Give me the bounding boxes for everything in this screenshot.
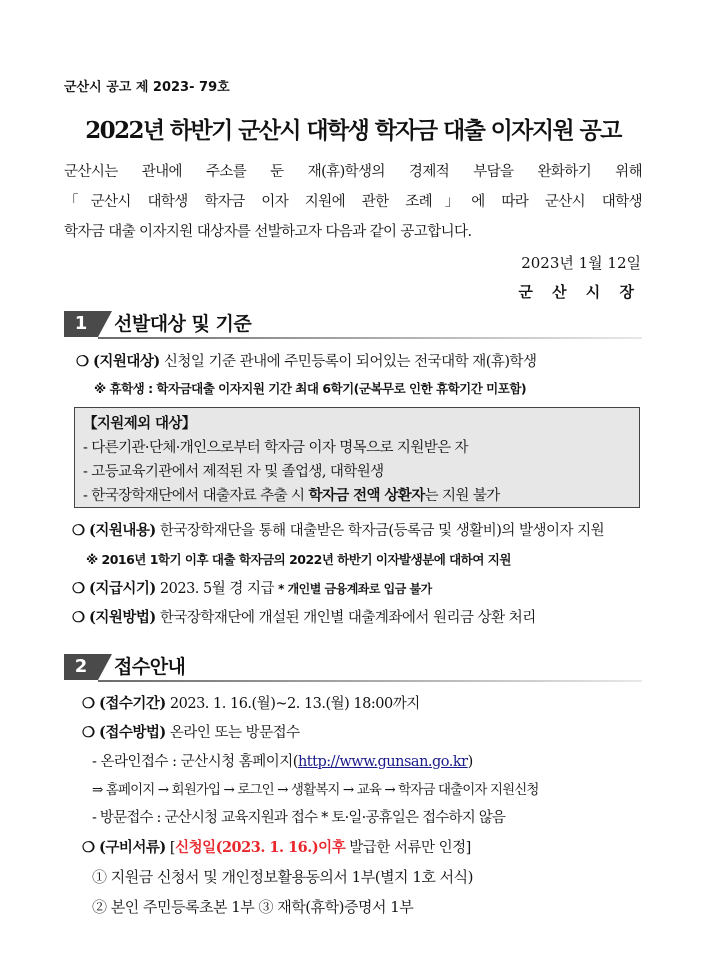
exclusion-item-2: - 고등교육기관에서 제적된 자 및 졸업생, 대학원생 — [83, 464, 384, 480]
payment-time — [72, 577, 432, 598]
support-content-label: ❍ (지원내용) — [72, 522, 156, 539]
section-1-title: 선발대상 및 기준 — [114, 313, 252, 335]
payment-time-label: ❍ (지급시기) — [72, 580, 156, 597]
online-application-pre: - 온라인접수 : 군산시청 홈페이지( — [92, 754, 298, 770]
application-method-text: 온라인 또는 방문접수 — [165, 725, 300, 741]
application-method — [82, 721, 300, 742]
section-2-number: 2 — [64, 654, 98, 680]
exclusion-box — [74, 407, 640, 508]
leave-note: ※ 휴학생 : 학자금대출 이자지원 기간 최대 6학기(군복무로 인한 휴학기간 미포함) — [94, 381, 527, 396]
support-content — [72, 519, 604, 540]
document-2: ② 본인 주민등록초본 1부 ③ 재학(휴학)증명서 1부 — [92, 898, 414, 916]
support-target-text: 신청일 기준 관내에 주민등록이 되어있는 전국대학 재(휴)학생 — [159, 354, 537, 370]
intro-line-2: 「군산시 대학생 학자금 이자 지원에 관한 조례」에 따라 군산시 대학생 — [64, 194, 642, 210]
application-method-label: ❍ (접수방법) — [82, 724, 166, 741]
notice-number: 군산시 공고 제 2023- 79호 — [64, 80, 230, 95]
loan-note: ※ 2016년 1학기 이후 대출 학자금의 2022년 하반기 이자발생분에 대하여 지원 — [86, 552, 511, 567]
exclusion-item-1: - 다른기관·단체·개인으로부터 학자금 이자 명목으로 지원받은 자 — [83, 440, 468, 456]
gunsan-homepage-link[interactable]: http://www.gunsan.go.kr — [297, 754, 468, 770]
required-documents-label: ❍ (구비서류) — [82, 839, 166, 856]
section-2-arrow-shape — [98, 654, 112, 680]
intro-line-1: 군산시는 관내에 주소를 둔 재(휴)학생의 경제적 부담을 완화하기 위해 — [64, 164, 642, 180]
exclusion-heading: 【지원제외 대상】 — [83, 415, 196, 432]
section-1-arrow-shape — [98, 311, 112, 337]
required-documents-open: [ — [165, 840, 176, 856]
notice-signer: 군 산 시 장 — [518, 283, 641, 301]
required-documents-close: 발급한 서류만 인정] — [345, 840, 471, 856]
required-documents — [82, 836, 471, 857]
application-period-label: ❍ (접수기간) — [82, 695, 166, 712]
support-target-label: ❍ (지원대상) — [76, 353, 160, 370]
support-method-text: 한국장학재단에 개설된 개인별 대출계좌에서 원리금 상환 처리 — [155, 610, 536, 626]
support-method — [72, 606, 536, 627]
section-1-underline — [98, 337, 642, 339]
notice-date: 2023년 1월 12일 — [521, 254, 641, 272]
support-content-text: 한국장학재단을 통해 대출받은 학자금(등록금 및 생활비)의 발생이자 지원 — [155, 523, 605, 539]
online-application — [92, 750, 473, 771]
section-1-number: 1 — [64, 311, 98, 337]
section-2-underline — [98, 680, 642, 682]
intro-line-3: 학자금 대출 이자지원 대상자를 선발하고자 다음과 같이 공고합니다. — [64, 224, 472, 240]
application-period — [82, 692, 420, 713]
section-2-title: 접수안내 — [114, 656, 186, 678]
required-documents-date: 신청일(2023. 1. 16.)이후 — [175, 839, 346, 856]
payment-time-text: 2023. 5월 경 지급 — [155, 581, 279, 597]
support-method-label: ❍ (지원방법) — [72, 609, 156, 626]
exclusion-item-3-post: 는 지원 불가 — [424, 488, 500, 504]
page-title: 2022년 하반기 군산시 대학생 학자금 대출 이자지원 공고 — [85, 117, 621, 144]
exclusion-item-3-pre: - 한국장학재단에서 대출자료 추출 시 — [83, 488, 309, 504]
payment-time-note: * 개인별 금융계좌로 입금 불가 — [278, 582, 432, 596]
online-application-path: ⇒ 홈페이지 → 회원가입 → 로그인 → 생활복지 → 교육 → 학자금 대출이자 지원신청 — [92, 782, 539, 798]
support-target — [76, 350, 537, 371]
exclusion-item-3 — [83, 484, 500, 505]
section-2-header — [64, 654, 642, 680]
application-period-text: 2023. 1. 16.(월)~2. 13.(월) 18:00까지 — [165, 696, 420, 712]
online-application-post: ) — [467, 754, 473, 770]
exclusion-item-3-bold: 학자금 전액 상환자 — [308, 487, 425, 504]
section-1-header — [64, 311, 642, 337]
visit-application: - 방문접수 : 군산시청 교육지원과 접수 * 토·일·공휴일은 접수하지 않음 — [92, 810, 506, 826]
document-1: ① 지원금 신청서 및 개인정보활용동의서 1부(별지 1호 서식) — [92, 868, 473, 886]
